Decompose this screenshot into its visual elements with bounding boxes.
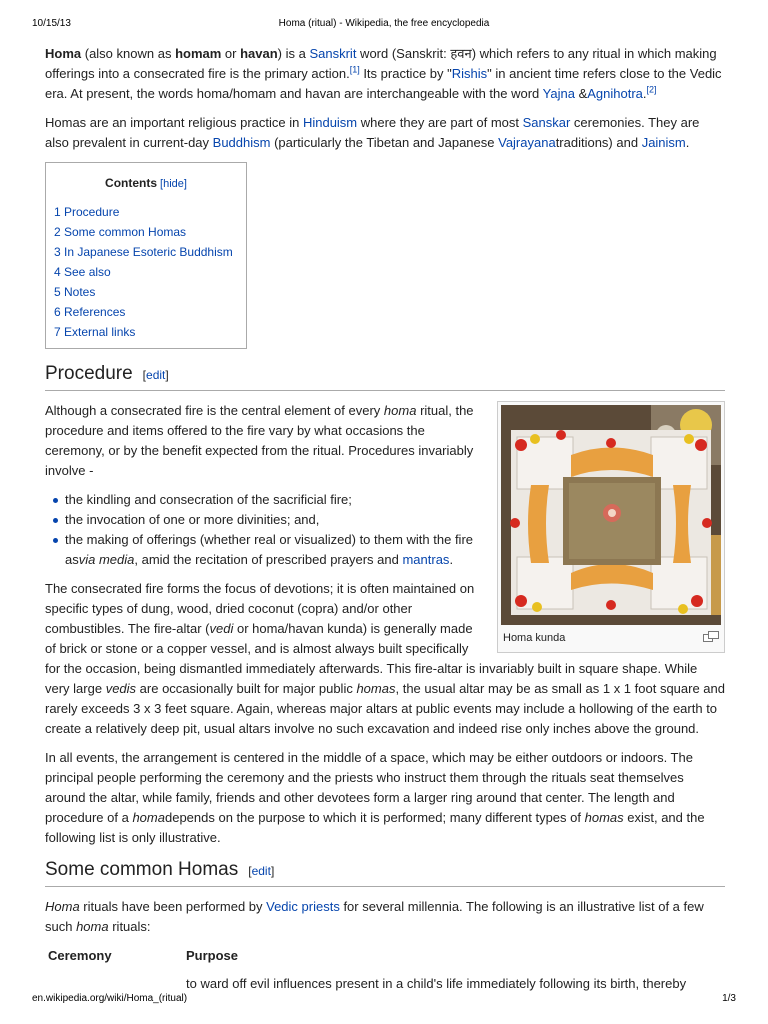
bracket-close: ]: [165, 368, 169, 382]
print-page-title: Homa (ritual) - Wikipedia, the free encyclopedia: [278, 18, 490, 29]
term-havan: havan: [240, 46, 278, 61]
edit-section-common: [248, 864, 274, 878]
text: rituals:: [108, 919, 151, 934]
term-via-media: via media: [78, 552, 135, 567]
ref-2[interactable]: [2]: [646, 84, 657, 95]
link-rishis[interactable]: Rishis: [451, 66, 488, 81]
column-header-ceremony: Ceremony: [48, 948, 112, 963]
text: or homa/havan kunda) is generally made of brick or stone or a copper vessel, and is almost always built specifically for the occasion, being dismantled immediately afterwards. This fire-altar is invariably built in square shape. While very large: [45, 621, 698, 696]
toc-title: [54, 173, 238, 194]
toc-item-some-common-homas[interactable]: 2 Some common Homas: [54, 225, 187, 239]
text: or: [221, 46, 241, 61]
print-page-number: 1/3: [722, 993, 736, 1004]
term-homa: Homa: [45, 899, 80, 914]
toc-heading: Contents: [105, 176, 158, 190]
bracket-close: ]: [270, 864, 275, 878]
link-vedic-priests[interactable]: Vedic priests: [266, 899, 340, 914]
text: (also known as: [81, 46, 176, 61]
bracket-open: [: [142, 368, 147, 382]
print-header: [32, 18, 736, 32]
caption-text: Homa kunda: [503, 632, 566, 644]
list-item: the kindling and consecration of the sacrificial fire;: [65, 490, 725, 510]
list-item: [65, 530, 725, 570]
link-vajrayana[interactable]: Vajrayana: [498, 135, 556, 150]
term-homas: homas: [584, 810, 624, 825]
term-vedi: vedi: [209, 621, 234, 636]
link-jainism[interactable]: Jainism: [641, 135, 686, 150]
term-homa: homa: [132, 810, 165, 825]
link-agnihotra[interactable]: Agnihotra: [587, 86, 643, 101]
text: exist, and the following list is only illustrative.: [45, 810, 705, 845]
heading-text: Some common Homas: [45, 859, 239, 880]
table-cell: [45, 974, 183, 994]
text: the making of offerings (whether real or visualized) to them with the fire as: [65, 532, 474, 567]
text: Homas are an important religious practice in: [45, 115, 303, 130]
term-homa: Homa: [45, 46, 82, 61]
section-heading-some-common-homas: [45, 857, 725, 887]
edit-link-procedure[interactable]: edit: [146, 368, 166, 382]
text: .: [449, 552, 454, 567]
image-caption: [501, 625, 721, 649]
toc-item-see-also[interactable]: 4 See also: [54, 265, 111, 279]
term-homa: homa: [383, 403, 417, 418]
text: &: [574, 86, 588, 101]
procedure-paragraph-3: [45, 748, 725, 848]
print-date: 10/15/13: [32, 18, 71, 29]
heading-text: Procedure: [45, 363, 133, 384]
text: ) is a: [277, 46, 310, 61]
edit-link-common[interactable]: edit: [251, 864, 271, 878]
text: The consecrated fire forms the focus of devotions; it is often maintained on specific types of dung, wood, dried coconut (copra) and/or other combustibles. The fire-altar (: [45, 581, 475, 636]
print-footer: [32, 993, 736, 1007]
common-paragraph-1: [45, 897, 725, 937]
bracket-open: [: [248, 864, 252, 878]
article-content: [45, 44, 725, 994]
table-header-row: [45, 946, 686, 974]
term-homas: homas: [356, 681, 396, 696]
text: where they are part of most: [357, 115, 523, 130]
table-of-contents: [45, 162, 247, 349]
link-sanskrit[interactable]: Sanskrit: [309, 46, 357, 61]
text: rituals have been performed by: [79, 899, 267, 914]
link-mantras[interactable]: mantras: [402, 552, 450, 567]
text: " in ancient time refers close to the Vedic era. At present, the words homa/homam and havan are interchangeable with the word: [45, 66, 722, 101]
edit-section-procedure: [143, 368, 169, 382]
term-homa: homa: [76, 919, 109, 934]
text: In all events, the arrangement is centered in the middle of a space, which may be either outdoors or indoors. The principal people performing the ceremony and the priests who instruct them through the rituals seat themselves around the altar, while family, friends and other devotees form a larger ring around that center. The length and procedure of a: [45, 750, 693, 825]
toc-item-external-links[interactable]: 7 External links: [54, 325, 136, 339]
print-url: en.wikipedia.org/wiki/Homa_(ritual): [32, 993, 188, 1004]
toc-item-references[interactable]: 6 References: [54, 305, 126, 319]
text: ceremonies. They are also prevalent in current-day: [45, 115, 700, 150]
text: Although a consecrated fire is the central element of every: [45, 403, 384, 418]
toc-hide-toggle[interactable]: [hide]: [160, 178, 187, 190]
text: , amid the recitation of prescribed prayers and: [134, 552, 403, 567]
text: traditions) and: [555, 135, 642, 150]
toc-list: [54, 202, 238, 342]
homas-table: [45, 946, 686, 994]
column-header-purpose: Purpose: [186, 948, 239, 963]
text: are occasionally built for major public: [136, 681, 357, 696]
text: (particularly the Tibetan and Japanese: [270, 135, 499, 150]
intro-paragraph-1: [45, 44, 725, 104]
procedure-steps-list: [65, 490, 725, 570]
term-vedis: vedis: [105, 681, 137, 696]
ref-1[interactable]: [1]: [349, 64, 360, 75]
text: .: [642, 86, 647, 101]
text: ritual, the procedure and items offered to the fire vary by what occasions the ceremony, or by the benefit expected from the ritual. Procedures invariably involve -: [45, 403, 474, 478]
link-hinduism[interactable]: Hinduism: [302, 115, 358, 130]
magnify-icon[interactable]: [703, 631, 719, 642]
text: depends on the purpose to which it is performed; many different types of: [164, 810, 585, 825]
list-item: the invocation of one or more divinities; and,: [65, 510, 725, 530]
table-row: [45, 974, 686, 994]
term-homam: homam: [175, 46, 222, 61]
link-yajna[interactable]: Yajna: [542, 86, 575, 101]
text: , the usual altar may be as small as 1 x 1 foot square and rarely exceeds 3 x 3 feet square. Again, whereas major altars at public events may include a hollowing of the earth to create a relatively deep pit, usual altars involve no such excavation and indeed rise only inches above the ground.: [45, 681, 725, 736]
link-buddhism[interactable]: Buddhism: [212, 135, 271, 150]
table-cell-purpose: to ward off evil influences present in a child's life immediately following its birth, thereby: [186, 976, 687, 991]
text: Its practice by ": [359, 66, 452, 81]
toc-item-notes[interactable]: 5 Notes: [54, 285, 96, 299]
toc-item-japanese-esoteric-buddhism[interactable]: 3 In Japanese Esoteric Buddhism: [54, 245, 233, 259]
text: for several millennia. The following is an illustrative list of a few such: [45, 899, 704, 934]
toc-item-procedure[interactable]: 1 Procedure: [54, 205, 120, 219]
text: .: [685, 135, 690, 150]
intro-paragraph-2: [45, 113, 725, 153]
link-sanskar[interactable]: Sanskar: [522, 115, 571, 130]
text: word (Sanskrit: हवन) which refers to any ritual in which making offerings into a consecrated fire is the primary action.: [45, 46, 717, 81]
section-heading-procedure: [45, 361, 725, 391]
